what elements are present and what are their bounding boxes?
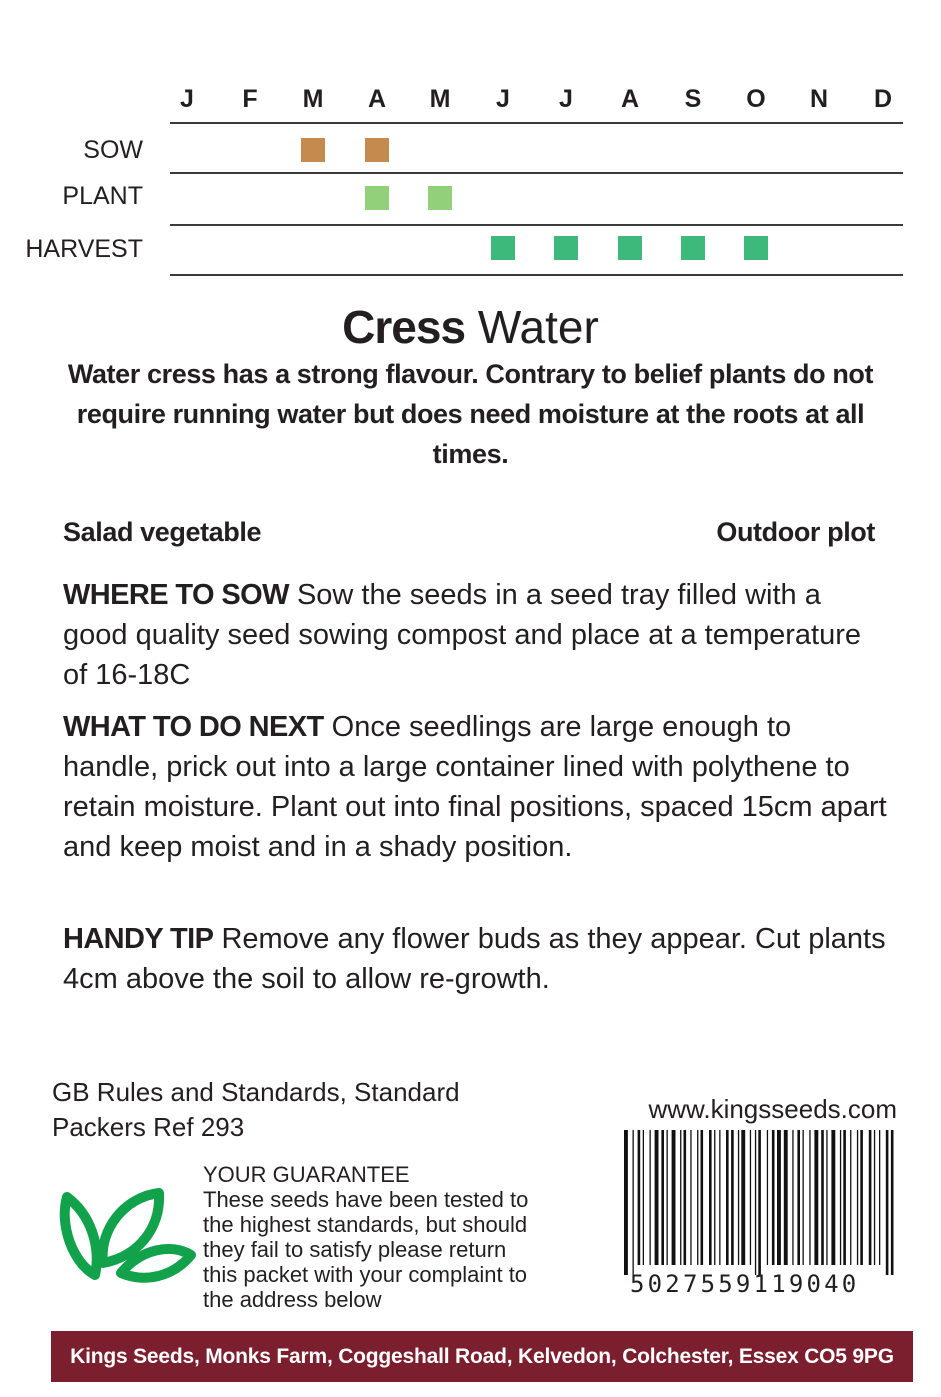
section-heading: WHERE TO SOW [63,579,289,611]
barcode-bar [886,1130,889,1275]
month-label: J [559,85,573,113]
guarantee-line: the address below [203,1287,382,1312]
location-label: Outdoor plot [716,517,875,547]
section-what-to-do-next [63,707,893,867]
barcode-bar [741,1130,745,1265]
barcode-bar [758,1130,761,1275]
section-where-to-sow [63,575,893,695]
month-label: N [809,85,829,113]
month-label: A [620,85,640,113]
harvest-mark [554,236,578,260]
sow-mark [301,138,325,162]
barcode-bar [809,1130,810,1265]
calendar-divider [170,172,903,174]
section-handy-tip [63,919,893,999]
harvest-mark [618,236,642,260]
barcode-image [622,1130,894,1275]
barcode-bar [797,1130,800,1265]
calendar-divider [170,122,903,124]
barcode-bar [667,1130,668,1265]
barcode-bar [714,1130,715,1265]
address-footer: Kings Seeds, Monks Farm, Coggeshall Road, Kelvedon, Colchester, Essex CO5 9PG [51,1331,913,1382]
intro-text: Water cress has a strong flavour. Contrary to belief plants do not require running water but does need moisture at the roots at all times. [67,359,874,469]
title-bold: Cress [342,301,466,353]
month-label: D [873,85,893,113]
month-label: O [746,85,766,113]
plant-mark [365,186,389,210]
barcode-bar [772,1130,775,1265]
guarantee-line: this packet with your complaint to [203,1262,528,1287]
barcode-bar [784,1130,788,1265]
barcode-number: 5027559119040 [630,1270,860,1298]
barcode-bar [843,1130,846,1265]
page-title [0,300,941,354]
section-text: Remove any flower buds as they appear. Cut plants 4cm above the soil to allow re-growth. [63,923,886,995]
barcode-bar [767,1130,768,1265]
plant-mark [428,186,452,210]
month-label: F [242,85,258,113]
barcode-bar [850,1130,851,1265]
barcode-bar [755,1130,756,1275]
barcode-bar [840,1130,841,1265]
calendar-row-label-sow: SOW [83,136,143,164]
month-label: S [684,85,702,113]
calendar-divider [170,224,903,226]
barcode-bar [624,1130,628,1275]
harvest-mark [491,236,515,260]
barcode-bar [750,1130,751,1265]
barcode-bar [680,1130,681,1265]
month-label: M [302,85,324,113]
category-label: Salad vegetable [63,517,262,547]
harvest-mark [681,236,705,260]
website-link[interactable]: www.kingsseeds.com [648,1094,897,1124]
calendar-row-label-plant: PLANT [62,182,143,210]
barcode-bar [650,1130,651,1265]
section-text: Once seedlings are large enough to handle, prick out into a large container lined with polythene to retain moisture. Plant out into final positions, spaced 15cm apart and keep moist and in a shady position. [63,711,887,863]
barcode-bar [874,1130,875,1265]
barcode-bar [814,1130,818,1265]
barcode-bar [860,1130,863,1265]
section-heading: HANDY TIP [63,923,214,955]
barcode-bar [661,1130,664,1265]
barcode-bar [684,1130,687,1265]
barcode-bar [857,1130,858,1265]
guarantee-line: These seeds have been tested to [203,1187,529,1212]
barcode-bar [826,1130,827,1265]
title-regular: Water [477,301,599,353]
calendar-row-label-harvest: HARVEST [25,235,143,263]
month-header [0,84,941,114]
barcode-bar [726,1130,729,1265]
barcode-bar [719,1130,720,1265]
guarantee-line: they fail to satisfy please return [203,1237,507,1262]
barcode-bar [738,1130,739,1265]
barcode-bar [633,1130,634,1275]
guarantee-block [203,1162,593,1312]
barcode-bar [701,1130,704,1265]
leaf-logo-icon [55,1185,197,1285]
harvest-mark [744,236,768,260]
month-label: A [367,85,387,113]
barcode-bar [792,1130,793,1265]
barcode-bar [672,1130,676,1265]
barcode-bar [831,1130,835,1265]
barcode-bar [869,1130,872,1265]
barcode-bar [655,1130,659,1265]
guarantee-heading: YOUR GUARANTEE [203,1162,410,1187]
barcode-bar [731,1130,734,1265]
barcode-bar [891,1130,894,1275]
barcode-bar [690,1130,691,1265]
sow-mark [365,138,389,162]
barcode-bar [697,1130,698,1265]
barcode-bar [821,1130,824,1265]
barcode-bar [777,1130,781,1265]
section-text: Sow the seeds in a seed tray filled with a good quality seed sowing compost and place at a temperature of 16-18C [63,579,861,691]
guarantee-line: the highest standards, but should [203,1212,528,1237]
barcode-bar [803,1130,804,1265]
standards-line-1: GB Rules and Standards, Standard [52,1077,460,1107]
month-label: J [496,85,510,113]
barcode-bar [879,1130,880,1265]
section-heading: WHAT TO DO NEXT [63,711,324,743]
barcode-bar [709,1130,712,1265]
standards-line-2: Packers Ref 293 [52,1112,245,1142]
barcode-bar [638,1130,641,1265]
month-label: J [180,85,194,113]
calendar-divider [170,274,903,276]
month-label: M [429,85,451,113]
barcode-bar [643,1130,644,1265]
